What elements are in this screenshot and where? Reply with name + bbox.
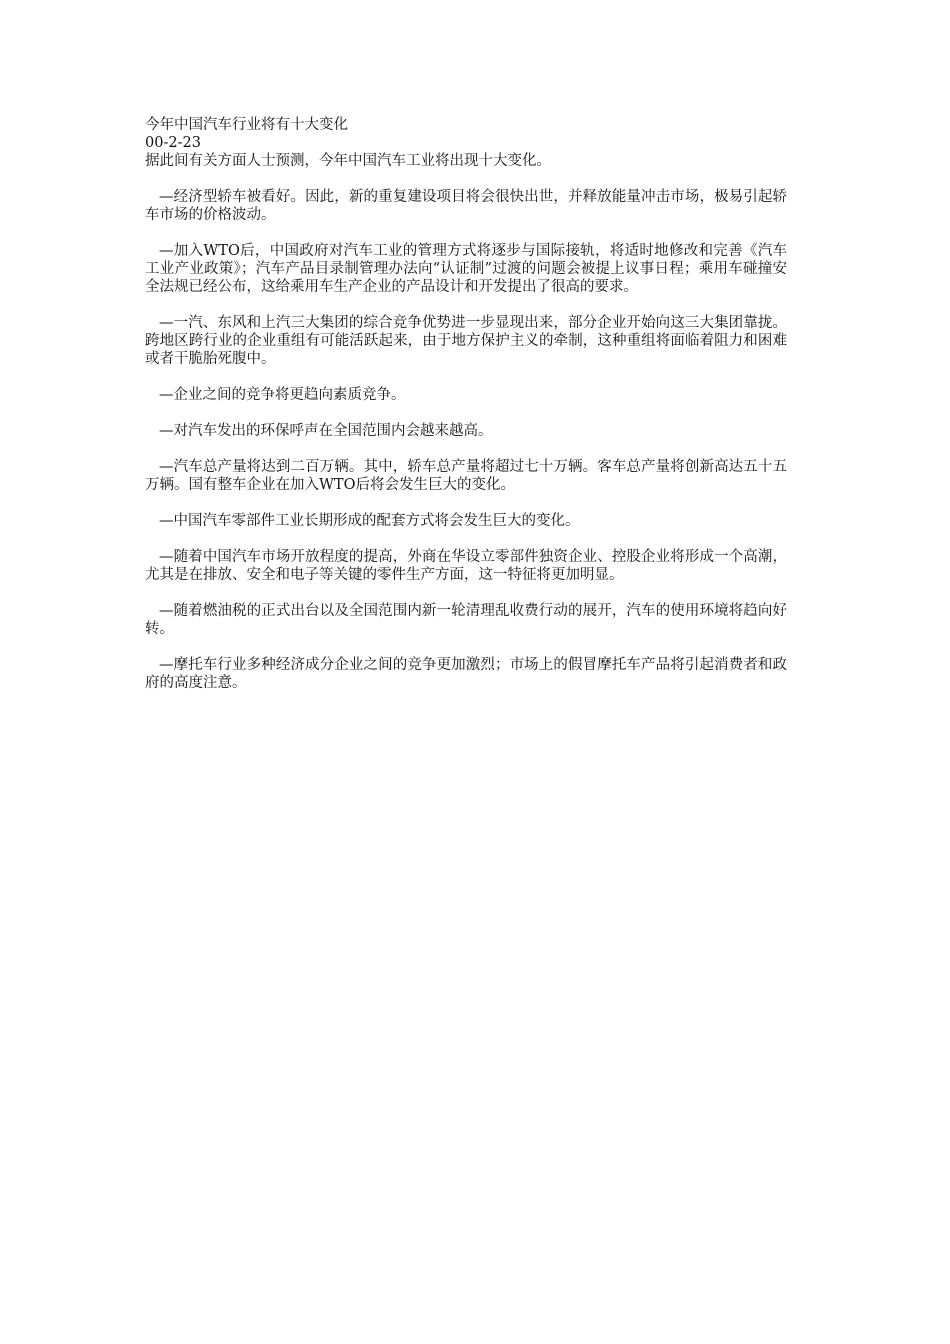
article-paragraph-8: —随着中国汽车市场开放程度的提高，外商在华设立零部件独资企业、控股企业将形成一个高潮，尤其是在排放、安全和电子等关键的零件生产方面，这一特征将更加明显。 — [145, 549, 787, 583]
article-title: 今年中国汽车行业将有十大变化 — [145, 117, 348, 133]
article-paragraph-10: —摩托车行业多种经济成分企业之间的竞争更加激烈；市场上的假冒摩托车产品将引起消费者和政府的高度注意。 — [145, 657, 787, 691]
article-paragraph-6: —汽车总产量将达到二百万辆。其中，轿车总产量将超过七十万辆。客车总产量将创新高达五十五万辆。国有整车企业在加入WTO后将会发生巨大的变化。 — [145, 459, 787, 493]
article-intro: 据此间有关方面人士预测，今年中国汽车工业将出现十大变化。 — [145, 153, 551, 169]
article-paragraph-4: —企业之间的竞争将更趋向素质竞争。 — [159, 387, 406, 403]
article-paragraph-2: —加入WTO后，中国政府对汽车工业的管理方式将逐步与国际接轨，将适时地修改和完善《汽车工业产业政策》；汽车产品目录制管理办法向“认证制”过渡的问题会被提上议事日程；乘用车碰撞安全法规已经公布，这给乘用车生产企业的产品设计和开发提出了很高的要求。 — [145, 243, 787, 295]
article-paragraph-3: —一汽、东风和上汽三大集团的综合竞争优势进一步显现出来，部分企业开始向这三大集团靠拢。跨地区跨行业的企业重组有可能活跃起来，由于地方保护主义的牵制，这种重组将面临着阻力和困难或者干脆胎死腹中。 — [145, 315, 787, 367]
article-body — [145, 188, 787, 692]
document-page — [145, 116, 787, 692]
article-paragraph-7: —中国汽车零部件工业长期形成的配套方式将会发生巨大的变化。 — [159, 513, 580, 529]
article-paragraph-1: —经济型轿车被看好。因此，新的重复建设项目将会很快出世，并释放能量冲击市场，极易引起轿车市场的价格波动。 — [145, 189, 787, 223]
article-paragraph-5: —对汽车发出的环保呼声在全国范围内会越来越高。 — [159, 423, 493, 439]
article-date: 00-2-23 — [145, 135, 201, 151]
article-paragraph-9: —随着燃油税的正式出台以及全国范围内新一轮清理乱收费行动的展开，汽车的使用环境将趋向好转。 — [145, 603, 787, 637]
